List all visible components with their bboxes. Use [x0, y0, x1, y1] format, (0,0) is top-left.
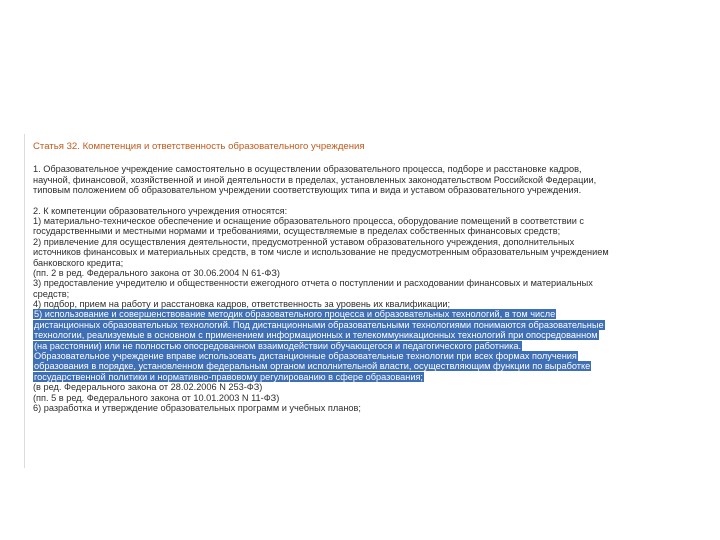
line-text[interactable]: 2) привлечение для осуществления деятельности, предусмотренной уставом образовательного учреждения, дополнительных	[33, 236, 575, 247]
selected-text-line	[33, 351, 688, 361]
selected-text[interactable]: 5) использование и совершенствование методик образовательного процесса и образовательных технологий, в том числе	[34, 309, 556, 320]
text-line: 1. Образовательное учреждение самостоятельно в осуществлении образовательного процесса, подборе и расстановке кадров,	[33, 164, 582, 175]
line-text[interactable]: банковского кредита;	[33, 257, 124, 268]
selected-text[interactable]: технологии, реализуемые в основном с применением информационных и телекоммуникационных технологий при опосредованном	[34, 330, 598, 341]
text-line	[33, 393, 688, 403]
line-text[interactable]: 3) предоставление учредителю и общественности ежегодного отчета о поступлении и расходовании финансовых и материальных	[33, 278, 593, 289]
text-line	[33, 278, 688, 288]
text-line	[33, 382, 688, 392]
line-text[interactable]: государственными и местными нормами и требованиями, осуществляемые в пределах собственных финансовых средств;	[33, 226, 561, 237]
selected-text-line	[33, 309, 688, 319]
text-line	[33, 206, 688, 216]
text-line	[33, 226, 688, 236]
line-text[interactable]: средств;	[33, 288, 70, 299]
text-line	[33, 299, 688, 309]
line-text[interactable]: 2. К компетенции образовательного учреждения относятся:	[33, 205, 288, 216]
text-line: типовым положением об образовательном учреждении соответствующих типа и вида и уставом образовательного учреждения.	[33, 185, 582, 196]
line-text[interactable]: 1) материально-техническое обеспечение и оснащение образовательного процесса, оборудование помещений в соответствии с	[33, 215, 585, 226]
line-text[interactable]: 4) подбор, прием на работу и расстановка кадров, ответственность за уровень их квалификации;	[33, 299, 451, 310]
text-line	[33, 403, 688, 413]
text-line	[33, 216, 688, 226]
text-line	[33, 289, 688, 299]
paragraph-2	[33, 206, 688, 414]
line-text[interactable]: (пп. 5 в ред. Федерального закона от 10.01.2003 N 11-ФЗ)	[33, 392, 280, 403]
text-line	[33, 237, 688, 247]
text-line: научной, финансовой, хозяйственной и иной деятельности в пределах, установленных законодательством Российской Федерации,	[33, 174, 597, 185]
selected-text-line	[33, 320, 688, 330]
line-text[interactable]: (пп. 2 в ред. Федерального закона от 30.06.2004 N 61-ФЗ)	[33, 267, 280, 278]
selected-text-line	[33, 341, 688, 351]
document-page	[24, 134, 688, 468]
selected-text-line	[33, 330, 688, 340]
selected-text[interactable]: (на расстоянии) или не полностью опосредованном взаимодействии обучающегося и педагогического работника.	[34, 340, 522, 351]
selected-text[interactable]: Образовательное учреждение вправе использовать дистанционные образовательные технологии при всех формах получения	[34, 351, 577, 362]
text-line	[33, 258, 688, 268]
selected-text[interactable]: образования в порядке, установленном федеральным органом исполнительной власти, осуществляющим функции по выработке	[34, 361, 591, 372]
selected-text-line	[33, 372, 688, 382]
article-title: Статья 32. Компетенция и ответственность образовательного учреждения	[33, 141, 365, 152]
line-text[interactable]: (в ред. Федерального закона от 28.02.2006 N 253-ФЗ)	[33, 382, 263, 393]
paragraph-gap	[33, 196, 688, 206]
selected-text[interactable]: государственной политики и нормативно-правовому регулированию в сфере образования;	[34, 371, 423, 382]
line-text[interactable]: источников финансовых и материальных средств, в том числе и использование не предусмотренным образовательным учреждением	[33, 247, 609, 258]
selected-text-line	[33, 361, 688, 371]
selected-text[interactable]: дистанционных образовательных технологий. Под дистанционными образовательными технологиями понимаются образовательные	[34, 319, 604, 330]
paragraph-1	[33, 164, 688, 195]
text-line	[33, 268, 688, 278]
text-line	[33, 247, 688, 257]
line-text[interactable]: 6) разработка и утверждение образовательных программ и учебных планов;	[33, 403, 361, 413]
